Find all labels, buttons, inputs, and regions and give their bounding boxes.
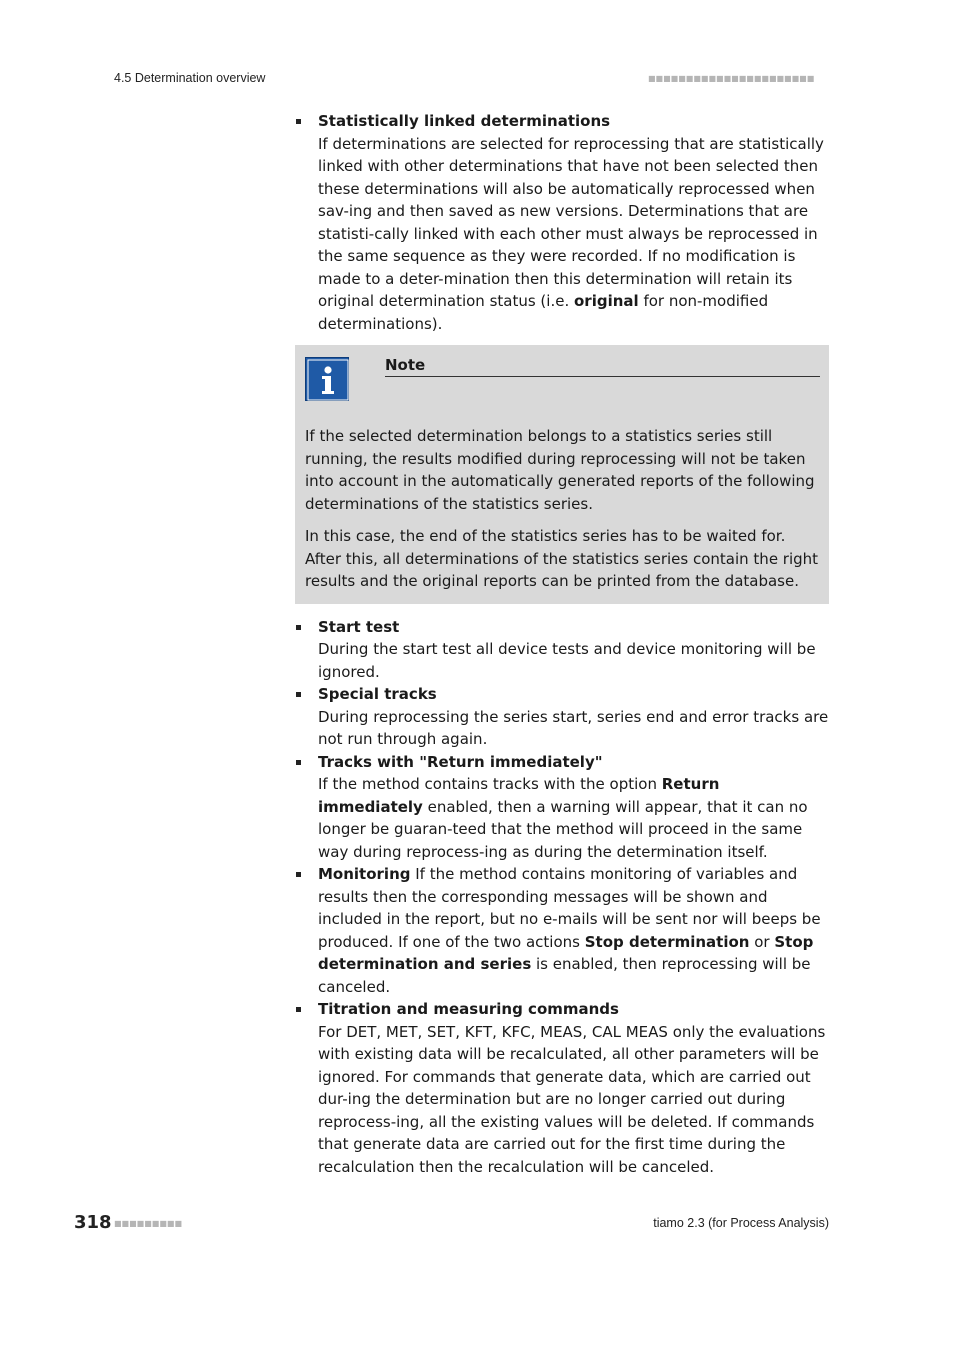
note-title-rule [385, 355, 820, 377]
body-bold-term: Stop determination [584, 932, 750, 951]
body-text: If the method contains tracks with the option [318, 775, 662, 793]
list-item [295, 616, 829, 684]
body-text: or [749, 932, 775, 951]
note-header [305, 355, 820, 405]
footer-decorative-dots: ■■■■■■■■■ [114, 1219, 183, 1228]
list-item [295, 683, 829, 751]
bullet-icon [296, 119, 301, 124]
list-item [295, 998, 829, 1178]
body-text: for non-modified determinations). [318, 292, 769, 333]
note-paragraph: If the selected determination belongs to a statistics series still running, the results modified during reprocessing will not be taken into account in the automatically generated reports of the following determinations of the statistics series. [305, 427, 815, 513]
main-content [295, 110, 829, 1178]
item-body [318, 863, 829, 998]
item-title: Special tracks [318, 685, 437, 703]
item-body [318, 133, 829, 336]
item-body: During the start test all device tests and device monitoring will be ignored. [318, 640, 816, 681]
body-bold-term: original [574, 292, 639, 310]
header-decorative-dots: ■■■■■■■■■■■■■■■■■■■■■■ [648, 74, 815, 83]
item-title: Start test [318, 617, 400, 636]
body-text: enabled, then a warning will appear, that it can no longer be guaran-teed that the method will proceed in the same way during reprocess-ing as during the determination itself. [318, 797, 808, 861]
note-box [295, 345, 829, 604]
item-body: During reprocessing the series start, series end and error tracks are not run through again. [318, 707, 829, 748]
bullet-icon [296, 1007, 301, 1012]
footer-product: tiamo 2.3 (for Process Analysis) [653, 1216, 829, 1230]
list-item [295, 110, 829, 335]
bullet-icon [296, 625, 301, 630]
bullet-icon [296, 692, 301, 697]
note-title: Note [385, 356, 426, 374]
info-icon [305, 357, 349, 401]
item-title: Titration and measuring commands [318, 1000, 619, 1018]
item-title: Tracks with "Return immediately" [318, 752, 603, 771]
list-item [295, 863, 829, 998]
item-body: For DET, MET, SET, KFT, KFC, MEAS, CAL MEAS only the evaluations with existing data will be recalculated, all other parameters will be ignored. For commands that generate data, which are carried out dur-ing the determination but are no longer carried out during reprocess-ing, all the existing values will be deleted. If commands that generate data are carried out for the first time during the recalculation then the recalculation will be canceled. [318, 1022, 826, 1176]
item-title: Statistically linked determinations [318, 112, 611, 130]
running-header-section: 4.5 Determination overview [114, 71, 266, 85]
body-bold-term: Return immediately [318, 775, 720, 816]
body-bold-term: Stop determination and series [318, 932, 814, 973]
item-title: Monitoring [318, 865, 411, 883]
page-number: 318 [74, 1212, 112, 1233]
body-text: If determinations are selected for reprocessing that are statistically linked with other determinations that have not been selected then these determinations will also be automatically reprocessed when sav-ing and then saved as new versions. Determinations that are statisti-cally linked with each other must always be reprocessed in the same sequence as they were recorded. If no modification is made to a deter-mination then this determination will retain its original determination status (i.e. [318, 134, 824, 310]
bullet-icon [296, 760, 301, 765]
item-body [318, 773, 829, 863]
note-paragraph: In this case, the end of the statistics series has to be waited for. After this, all determinations of the statistics series contain the right results and the original reports can be printed from the database. [305, 527, 819, 590]
body-text: If the method contains monitoring of variables and results then the corresponding messages will be shown and included in the report, but no e-mails will be sent nor will beeps be produced. If one of the two actions [318, 865, 821, 951]
bullet-icon [296, 872, 301, 877]
list-item [295, 751, 829, 864]
body-text: is enabled, then reprocessing will be canceled. [318, 955, 811, 996]
